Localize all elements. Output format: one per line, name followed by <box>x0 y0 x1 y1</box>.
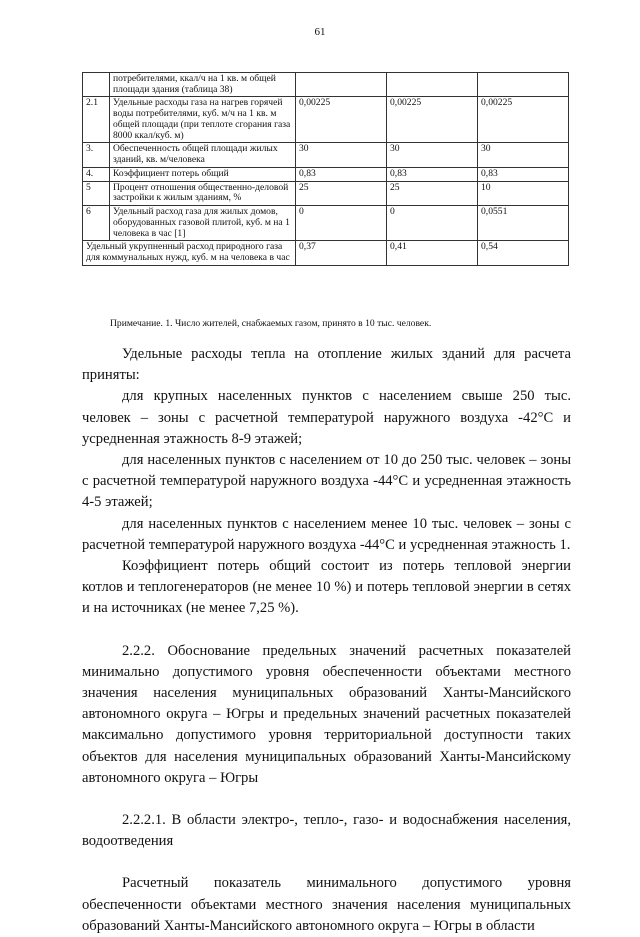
cell-v1 <box>296 73 387 97</box>
table-row <box>83 97 569 143</box>
cell-v3: 30 <box>478 143 569 167</box>
cell-desc: Удельные расходы газа на нагрев горячей воды потребителями, куб. м/ч на 1 кв. м общей площади (при теплоте сгорания газа 8000 ккал/куб. м) <box>110 97 296 143</box>
cell-v2: 30 <box>387 143 478 167</box>
cell-v2 <box>387 73 478 97</box>
paragraph: для населенных пунктов с населением менее 10 тыс. человек – зоны с расчетной температурой наружного воздуха -44°С и усредненная этажность 1. <box>82 515 571 553</box>
cell-v3: 0,00225 <box>478 97 569 143</box>
cell-v3: 0,83 <box>478 167 569 181</box>
paragraph: 2.2.2.1. В области электро-, тепло-, газо- и водоснабжения населения, водоотведения <box>82 812 571 850</box>
cell-num: 4. <box>83 167 110 181</box>
cell-num: 3. <box>83 143 110 167</box>
cell-v1: 0,83 <box>296 167 387 181</box>
cell-v2: 0,41 <box>387 241 478 265</box>
table-row <box>83 73 569 97</box>
cell-v2: 0,00225 <box>387 97 478 143</box>
paragraph: для крупных населенных пунктов с населением свыше 250 тыс. человек – зоны с расчетной температурой наружного воздуха -42°С и усредненная этажность 8-9 этажей; <box>82 388 571 447</box>
body-text <box>82 344 571 937</box>
table-row <box>83 241 569 265</box>
cell-desc: Удельный укрупненный расход природного газа для коммунальных нужд, куб. м на человека в час <box>83 241 296 265</box>
table-row <box>83 167 569 181</box>
cell-v2: 0 <box>387 206 478 241</box>
cell-v1: 30 <box>296 143 387 167</box>
data-table <box>82 72 569 266</box>
table-row <box>83 181 569 205</box>
cell-v1: 0,37 <box>296 241 387 265</box>
paragraph: Коэффициент потерь общий состоит из потерь тепловой энергии котлов и теплогенераторов (не менее 10 %) и потерь тепловой энергии в сетях и на источниках (не менее 7,25 %). <box>82 558 571 617</box>
cell-v1: 0,00225 <box>296 97 387 143</box>
cell-v2: 0,83 <box>387 167 478 181</box>
cell-num: 5 <box>83 181 110 205</box>
cell-v1: 0 <box>296 206 387 241</box>
cell-desc: Процент отношения общественно-деловой застройки к жилым зданиям, % <box>110 181 296 205</box>
table-row <box>83 206 569 241</box>
cell-desc: потребителями, ккал/ч на 1 кв. м общей площади здания (таблица 38) <box>110 73 296 97</box>
cell-desc: Обеспеченность общей площади жилых зданий, кв. м/человека <box>110 143 296 167</box>
paragraph: 2.2.2. Обоснование предельных значений расчетных показателей минимально допустимого уровня обеспеченности объектами местного значения населения муниципальных образований Ханты-Мансийского автономного округа – Югры и предельных значений расчетных показателей максимально допустимого уровня территориальной доступности таких объектов для населения муниципальных образований Ханты-Мансийскому автономного округа – Югры <box>82 642 571 786</box>
cell-v1: 25 <box>296 181 387 205</box>
table-note: Примечание. 1. Число жителей, снабжаемых газом, принято в 10 тыс. человек. <box>110 318 432 329</box>
cell-v3: 10 <box>478 181 569 205</box>
cell-desc: Коэффициент потерь общий <box>110 167 296 181</box>
page-number: 61 <box>314 26 326 38</box>
cell-num: 2.1 <box>83 97 110 143</box>
table-row <box>83 143 569 167</box>
paragraph: Удельные расходы тепла на отопление жилых зданий для расчета приняты: <box>82 346 571 384</box>
cell-v3: 0,0551 <box>478 206 569 241</box>
cell-desc: Удельный расход газа для жилых домов, оборудованных газовой плитой, куб. м на 1 человека в час [1] <box>110 206 296 241</box>
cell-v2: 25 <box>387 181 478 205</box>
cell-num <box>83 73 110 97</box>
paragraph: Расчетный показатель минимального допустимого уровня обеспеченности объектами местного значения населения муниципальных образований Ханты-Мансийского автономного округа – Югры в области <box>82 875 571 934</box>
cell-v3 <box>478 73 569 97</box>
cell-num: 6 <box>83 206 110 241</box>
cell-v3: 0,54 <box>478 241 569 265</box>
paragraph: для населенных пунктов с населением от 10 до 250 тыс. человек – зоны с расчетной температурой наружного воздуха -44°С и усредненная этажность 4-5 этажей; <box>82 452 571 511</box>
